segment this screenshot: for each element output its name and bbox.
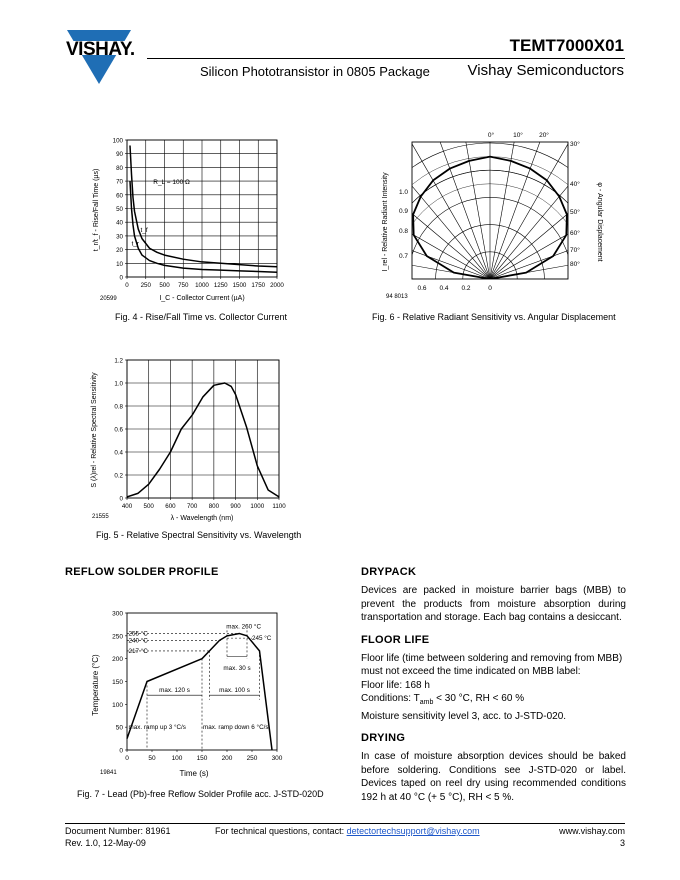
x-tick-label: 400 — [121, 503, 133, 510]
subtitle: Silicon Phototransistor in 0805 Package — [200, 64, 430, 79]
fig5-chart — [60, 350, 310, 530]
fig4-ylabel: t_r/t_f - Rise/Fall Time (µs) — [93, 168, 100, 252]
fig7-xlabel: Time (s) — [179, 769, 209, 778]
x-tick-label: 0 — [125, 282, 129, 289]
x-tick-label: 600 — [165, 503, 176, 510]
footer-rule — [65, 823, 625, 824]
fig4-xlabel: I_C - Collector Current (µA) — [159, 295, 245, 302]
fig5-caption: Fig. 5 - Relative Spectral Sensitivity vs. Wavelength — [96, 530, 302, 540]
angle-right-label: 70° — [570, 247, 580, 254]
label-255: 255 °C — [128, 630, 148, 638]
x-tick-label: 1100 — [272, 503, 286, 510]
x-tick-label: 200 — [221, 755, 233, 762]
polar-radial — [490, 144, 604, 279]
angle-right-label: 80° — [570, 261, 580, 268]
series-line-S_rel — [127, 383, 279, 497]
y-tick-label: 90 — [116, 151, 123, 159]
y-tick-label: 0.6 — [114, 426, 123, 434]
x-tick-label: 150 — [196, 755, 208, 762]
fig6-code: 94 8013 — [386, 294, 408, 300]
y-tick-label: 20 — [116, 247, 123, 255]
x-tick-label: 300 — [271, 755, 283, 762]
floor-life-line1: Floor life (time between soldering and removing from MBB) must not exceed the time indicated on MBB label: — [361, 652, 623, 677]
fig4-annotation: R_L = 100 Ω — [153, 178, 190, 186]
x-tick-label: 250 — [140, 282, 151, 289]
y-tick-label: 60 — [116, 192, 123, 200]
company-name: Vishay Semiconductors — [467, 62, 624, 79]
intensity-bottom-label: 0.4 — [439, 285, 449, 292]
fig5-xlabel: λ - Wavelength (nm) — [170, 515, 234, 522]
y-tick-label: 50 — [116, 206, 123, 213]
label-217: 217 °C — [128, 647, 148, 655]
fig7-ylabel: Temperature (°C) — [91, 654, 100, 716]
y-tick-label: 70 — [116, 178, 123, 186]
x-tick-label: 500 — [159, 282, 170, 289]
x-tick-label: 750 — [178, 282, 189, 289]
intensity-bottom-label: 0 — [488, 285, 492, 292]
x-tick-label: 800 — [208, 503, 220, 510]
intensity-bottom-label: 0.6 — [417, 285, 427, 292]
right-column — [361, 566, 626, 804]
x-tick-label: 1500 — [232, 282, 247, 289]
x-tick-label: 900 — [230, 503, 241, 510]
x-tick-label: 250 — [246, 755, 258, 762]
floor-life-line3-post: < 30 °C, RH < 60 % — [433, 693, 525, 704]
polar-radial — [487, 122, 550, 279]
label-rampup: max. ramp up 3 °C/s — [128, 723, 186, 731]
fig6-caption: Fig. 6 - Relative Radiant Sensitivity vs. Angular Displacement — [372, 312, 616, 322]
x-tick-label: 1750 — [251, 282, 266, 289]
page-title: TEMT7000X01 — [509, 36, 624, 55]
drypack-heading: DRYPACK — [361, 566, 417, 578]
drypack-text: Devices are packed in moisture barrier bags (MBB) to prevent the products from moisture absorption during transportation and storage. Each bag contains a desiccant. — [361, 585, 626, 623]
y-tick-label: 0 — [119, 747, 123, 755]
header-rule — [147, 58, 625, 59]
polar-radial — [376, 144, 490, 279]
reflow-heading: REFLOW SOLDER PROFILE — [65, 566, 219, 578]
angle-right-label: 50° — [570, 209, 580, 216]
floor-life-line3-pre: Conditions: T — [361, 693, 420, 704]
y-tick-label: 0.4 — [114, 449, 123, 457]
angle-right-label: 40° — [570, 181, 580, 188]
y-tick-label: 100 — [112, 137, 123, 145]
fig4-label-tr: t_r — [131, 240, 140, 248]
fig4-chart — [60, 130, 310, 310]
revision: Rev. 1.0, 12-May-09 — [65, 838, 146, 848]
page-number: 3 — [619, 838, 625, 848]
polar-radial — [430, 122, 490, 279]
contact-email-link[interactable]: detectortechsupport@vishay.com — [346, 826, 480, 836]
x-tick-label: 500 — [143, 503, 154, 510]
x-tick-label: 100 — [171, 755, 183, 762]
y-tick-label: 250 — [112, 633, 123, 641]
label-max120s: max. 120 s — [159, 687, 190, 695]
logo-text: VISHAY. — [66, 39, 135, 60]
fig4-label-tf: t_f — [140, 226, 148, 234]
floor-life-line3-sub: amb — [419, 699, 434, 706]
label-max100s: max. 100 s — [219, 687, 250, 695]
y-tick-label: 0 — [119, 495, 123, 503]
x-tick-label: 0 — [125, 755, 129, 762]
polar-radial — [490, 165, 625, 279]
drying-heading: DRYING — [361, 732, 406, 744]
contact — [215, 826, 480, 836]
fig4-code: 20599 — [100, 296, 117, 302]
label-245: 245 °C — [252, 635, 272, 643]
label-rampdown: max. ramp down 6 °C/s — [203, 723, 269, 731]
angle-right-label: 30° — [570, 141, 580, 148]
y-tick-label: 300 — [112, 610, 123, 618]
intensity-left-label: 0.9 — [399, 208, 409, 215]
y-tick-label: 0.2 — [114, 472, 123, 480]
website[interactable]: www.vishay.com — [559, 826, 625, 836]
fig5-ylabel: S (λ)rel - Relative Spectral Sensitivity — [91, 372, 98, 488]
label-240: 240 °C — [128, 637, 148, 645]
y-tick-label: 100 — [112, 701, 123, 709]
angle-top-label: 10° — [513, 132, 523, 139]
intensity-left-label: 1.0 — [399, 189, 409, 196]
x-tick-label: 1000 — [250, 503, 265, 510]
intensity-left-label: 0.7 — [399, 253, 409, 260]
floor-life-heading: FLOOR LIFE — [361, 633, 430, 646]
series-line-t_f — [130, 145, 277, 266]
x-tick-label: 700 — [186, 503, 198, 510]
drying-text: In case of moisture absorption devices should be baked before soldering. Conditions see J-STD-020 or label. Devices taped on reel dry using recommended conditions 192 h at 40 °C (+ 5 °C), RH < 5 %. — [361, 751, 626, 803]
y-tick-label: 1.2 — [114, 357, 123, 365]
angle-top-label: 20° — [539, 132, 549, 139]
floor-life-line4: Moisture sensitivity level 3, acc. to J-STD-020. — [361, 710, 567, 722]
floor-life-line2: Floor life: 168 h — [361, 679, 430, 691]
contact-label: For technical questions, contact: — [215, 826, 347, 836]
y-tick-label: 0.8 — [114, 403, 123, 411]
angle-right-label: 60° — [570, 230, 580, 237]
y-tick-label: 0 — [119, 274, 123, 282]
y-tick-label: 1.0 — [114, 380, 123, 388]
y-tick-label: 40 — [116, 219, 123, 227]
floor-life-line3 — [361, 692, 626, 710]
x-tick-label: 1250 — [213, 282, 228, 289]
fig7-caption: Fig. 7 - Lead (Pb)-free Reflow Solder Profile acc. J-STD-020D — [77, 789, 324, 799]
fig4-caption: Fig. 4 - Rise/Fall Time vs. Collector Current — [115, 312, 288, 322]
fig7-code: 19841 — [100, 770, 117, 776]
fig6-rlabel: φ - Angular Displacement — [596, 182, 603, 262]
fig6-chart — [370, 122, 630, 307]
label-max30s: max. 30 s — [223, 665, 251, 673]
y-tick-label: 50 — [115, 724, 123, 732]
polar-radial — [490, 219, 630, 279]
angle-top-label: 0° — [487, 132, 495, 139]
x-tick-label: 50 — [148, 755, 156, 762]
y-tick-label: 80 — [116, 164, 123, 172]
x-tick-label: 2000 — [270, 282, 284, 289]
y-tick-label: 10 — [116, 260, 123, 268]
y-tick-label: 30 — [116, 233, 123, 241]
polar-radial — [490, 191, 630, 279]
label-max260: max. 260 °C — [226, 623, 261, 631]
y-tick-label: 200 — [112, 656, 123, 664]
x-tick-label: 1000 — [195, 282, 209, 289]
floor-life-body — [361, 652, 626, 724]
fig5-code: 21555 — [92, 514, 109, 520]
fig6-ylabel: I_rel - Relative Radiant Intensity — [382, 172, 389, 272]
doc-number: Document Number: 81961 — [65, 826, 171, 836]
fig7-chart — [60, 600, 310, 785]
y-tick-label: 150 — [112, 679, 123, 686]
intensity-left-label: 0.8 — [399, 228, 409, 235]
intensity-bottom-label: 0.2 — [461, 285, 471, 292]
